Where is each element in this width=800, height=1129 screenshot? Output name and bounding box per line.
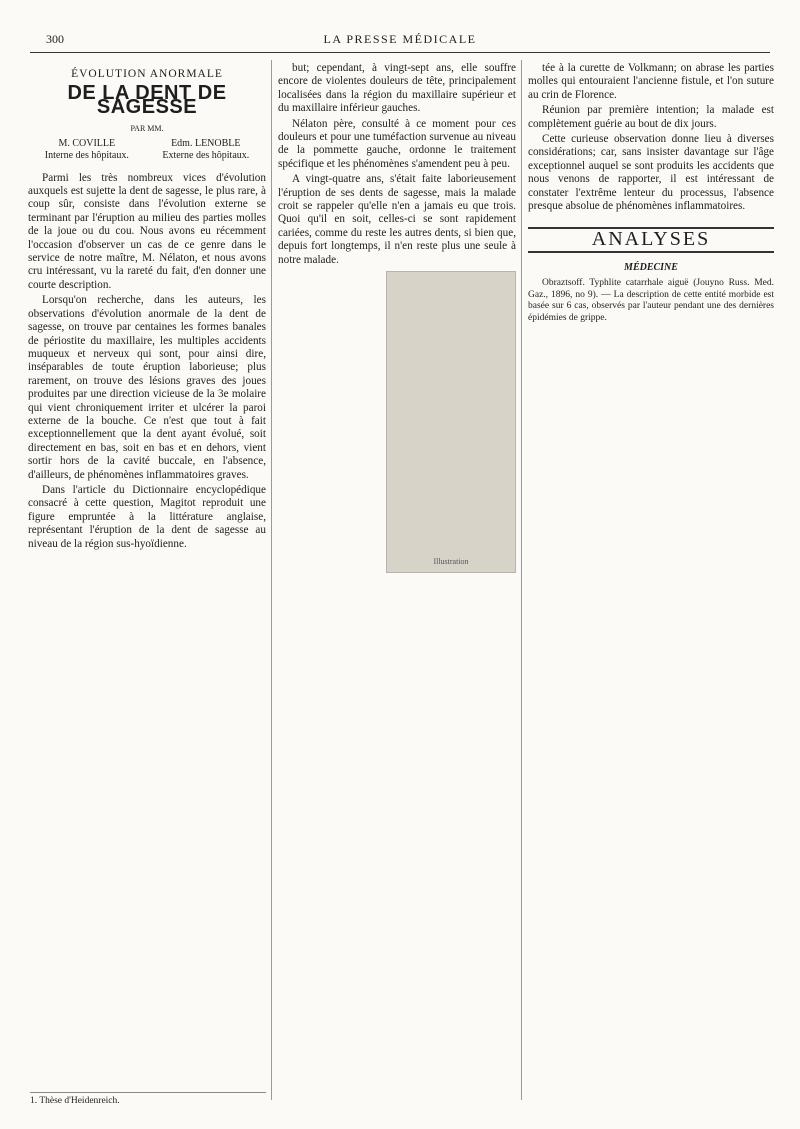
author-2-name: Edm. LENOBLE — [171, 137, 241, 149]
paragraph: Nélaton père, consulté à ce moment pour ces douleurs et pour une tuméfaction survenue au niveau de la pommette gauche, ordonne le traitement spécifique et les phénomènes s'amendent peu à peu. — [278, 117, 516, 170]
author-2 — [162, 138, 249, 162]
author-2-role: Externe des hôpitaux. — [162, 149, 250, 161]
analysis-entry: Obraztsoff. Typhlite catarrhale aiguë (Jouyno Russ. Med. Gaz., 1896, no 9). — La description de cette entité morbide est basée sur 6 cas, observés par l'auteur pendant une des dernières épidémies de grippe. — [528, 278, 774, 323]
paragraph: Réunion par première intention; la malade est complètement guérie au bout de dix jours. — [528, 104, 774, 130]
author-1-name: M. COVILLE — [58, 137, 116, 149]
column-rule — [521, 60, 522, 1100]
paragraph: Cette curieuse observation donne lieu à diverses considérations; car, sans insister davantage sur l'âge exceptionnel auquel se sont produits les accidents que nous venons de rapporter, il est intéressant de constater l'extrême lenteur du processus, l'absence presque absolue de phénomènes inflammatoires. — [528, 133, 774, 213]
profile-illustration — [386, 271, 516, 573]
footnote: 1. Thèse d'Heidenreich. — [30, 1092, 266, 1106]
paragraph: Lorsqu'on recherche, dans les auteurs, les observations d'évolution anormale de la dent de sagesse, on trouve par centaines les formes banales de périostite du maxillaire, les multiples accidents muqueux et nerveux qui sont, pour ainsi dire, inséparables de toute éruption laborieuse; plus rarement, on trouve des lésions graves des joues produites par une direction vicieuse de la 3e molaire qui vient chroniquement irriter et ulcérer la paroi externe de la bouche. Ce n'est que tout à fait exceptionnellement que la dent ayant évolué, soit directement en bas, soit en bas et en dehors, vient sortir hors de la cavité buccale, en l'absence, d'ailleurs, de phénomènes inflammatoires graves. — [28, 294, 266, 481]
paragraph: tée à la curette de Volkmann; on abrase les parties molles qui entouraient l'ancienne fistule, et l'on suture au crin de Florence. — [528, 62, 774, 101]
journal-title: LA PRESSE MÉDICALE — [323, 32, 477, 46]
byline-par: PAR MM. — [130, 124, 164, 134]
author-1-role: Interne des hôpitaux. — [44, 149, 129, 161]
article-kicker: ÉVOLUTION ANORMALE — [71, 68, 223, 80]
article-title: DE LA DENT DE SAGESSE — [67, 82, 227, 118]
column-3 — [528, 62, 774, 1102]
column-rule — [271, 60, 272, 1100]
page-number: 300 — [46, 32, 64, 46]
paragraph: but; cependant, à vingt-sept ans, elle souffre encore de violentes douleurs de tête, principalement localisées dans la région du maxillaire supérieur et du maxillaire inférieur gauches. — [278, 62, 516, 115]
analyses-banner: ANALYSES — [528, 227, 774, 252]
authors — [28, 138, 266, 162]
analyses-section: MÉDECINE — [624, 261, 678, 273]
paragraph: Dans l'article du Dictionnaire encyclopédique consacré à cette question, Magitot reproduit une figure empruntée à la littérature anglaise, représentant l'éruption de la dent de sagesse au niveau de la région sus-hyoïdienne. — [28, 483, 266, 550]
column-2 — [278, 62, 516, 1102]
paragraph: A vingt-quatre ans, s'était faite laborieusement l'éruption de ses dents de sagesse, mais la malade croit se rappeler qu'elle n'en a jamais eu que trois. Quoi qu'il en soit, celles-ci se sont rapidement cariées, comme du reste les autres dents, si bien que, depuis fort longtemps, il n'en reste plus une seule à notre malade. — [278, 173, 516, 266]
illustration-caption: Illustration — [433, 556, 469, 566]
paragraph: Parmi les très nombreux vices d'évolution auxquels est sujette la dent de sagesse, le plus rare, à coup sûr, consiste dans l'évolution externe se terminant par l'éruption au milieu des parties molles de la joue ou du cou. Nous avons eu récemment l'occasion d'observer un cas de ce genre dans le service de notre maître, M. Nélaton, et nous avons cru intéressant, vu la rareté du fait, d'en donner une courte description. — [28, 171, 266, 291]
author-1 — [45, 138, 129, 162]
running-header — [30, 30, 770, 53]
column-1 — [28, 62, 266, 1102]
